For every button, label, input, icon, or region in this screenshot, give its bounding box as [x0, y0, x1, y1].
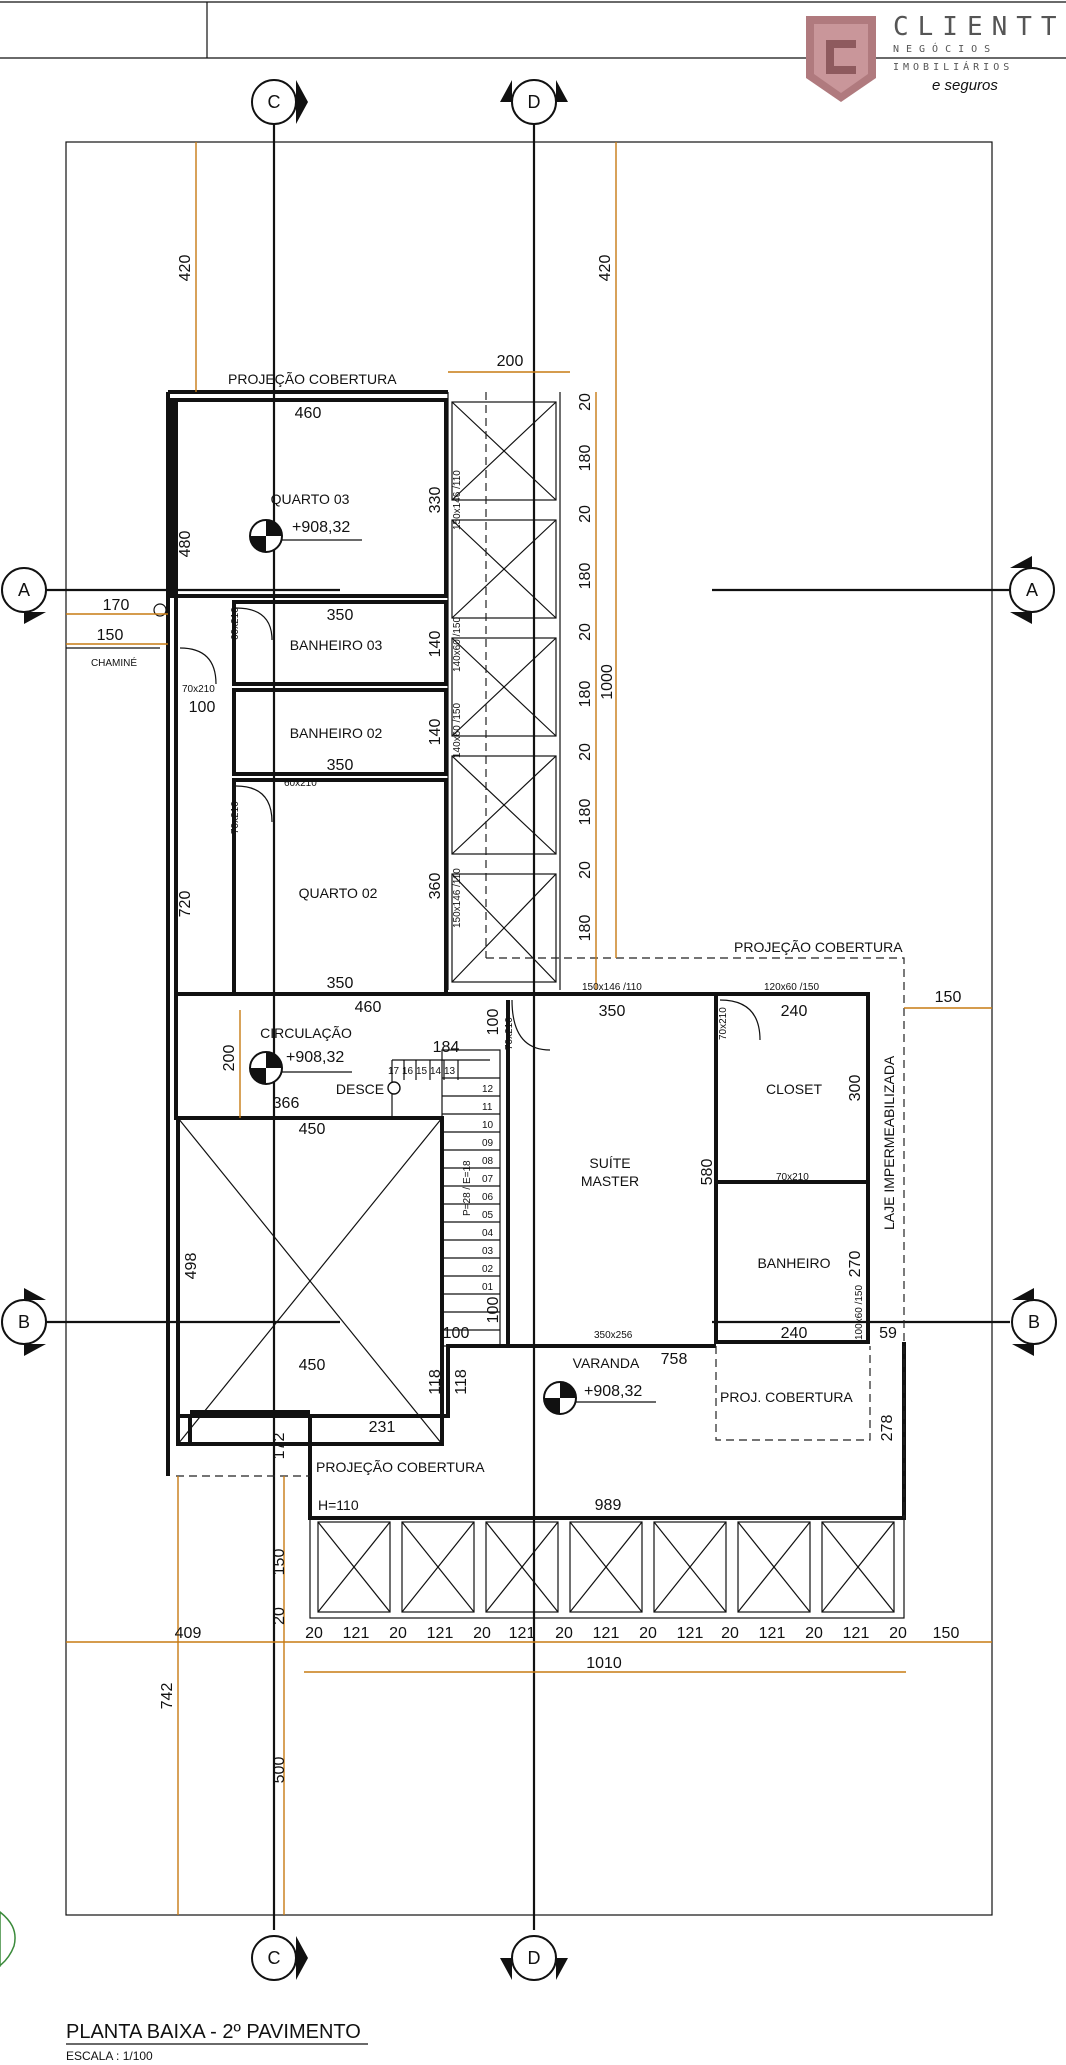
svg-text:10: 10: [482, 1120, 494, 1131]
note-projecao-2: PROJEÇÃO COBERTURA: [734, 939, 903, 955]
clientt-logo: [806, 12, 1066, 102]
svg-text:180: 180: [577, 562, 594, 590]
svg-text:121: 121: [592, 1625, 620, 1642]
svg-text:140x60 /150: 140x60 /150: [452, 616, 463, 672]
svg-text:01: 01: [482, 1282, 494, 1293]
logo-line2: NEGÓCIOS: [893, 44, 998, 55]
svg-text:20: 20: [271, 1607, 288, 1625]
svg-text:D: D: [527, 1948, 541, 1968]
svg-text:20: 20: [889, 1625, 907, 1642]
svg-text:11: 11: [482, 1102, 493, 1113]
logo-line3: IMOBILIÁRIOS: [893, 62, 1014, 73]
svg-text:B: B: [17, 1312, 31, 1332]
svg-text:200: 200: [496, 353, 524, 370]
svg-text:180: 180: [577, 680, 594, 708]
svg-text:121: 121: [508, 1625, 536, 1642]
svg-text:330: 330: [427, 486, 444, 514]
level-text-3: +908,32: [584, 1383, 643, 1400]
svg-text:350: 350: [326, 607, 354, 624]
axis-marker-b-right: [1012, 1288, 1056, 1356]
svg-text:20: 20: [577, 623, 594, 641]
svg-text:100: 100: [442, 1325, 470, 1342]
label-desce: DESCE: [335, 1081, 385, 1097]
level-text-2: +908,32: [286, 1049, 345, 1066]
svg-text:20: 20: [639, 1625, 657, 1642]
room-suite-line2: MASTER: [580, 1173, 640, 1189]
room-labels: [91, 491, 897, 1371]
svg-text:409: 409: [174, 1625, 202, 1642]
svg-text:231: 231: [368, 1419, 396, 1436]
svg-text:580: 580: [699, 1158, 716, 1186]
balcony-skylights: [318, 1522, 894, 1612]
svg-text:498: 498: [183, 1252, 200, 1280]
svg-text:A: A: [1025, 580, 1039, 600]
axis-marker-d-top: [500, 80, 568, 124]
svg-text:20: 20: [473, 1625, 491, 1642]
svg-text:460: 460: [354, 999, 382, 1016]
svg-text:20: 20: [577, 861, 594, 879]
svg-text:59: 59: [879, 1325, 897, 1342]
svg-text:120x60 /150: 120x60 /150: [764, 982, 820, 993]
room-suite-line1: SUÍTE: [589, 1155, 631, 1171]
room-quarto-02: QUARTO 02: [298, 885, 378, 901]
svg-text:121: 121: [676, 1625, 704, 1642]
svg-text:20: 20: [577, 505, 594, 523]
axis-marker-c-top: [252, 80, 308, 124]
svg-text:118: 118: [427, 1369, 444, 1395]
svg-text:17: 17: [388, 1066, 400, 1077]
logo-line4: e seguros: [932, 77, 998, 94]
axis-marker-d-bottom: [500, 1936, 568, 1980]
svg-text:240: 240: [780, 1003, 808, 1020]
drawing-title: PLANTA BAIXA - 2º PAVIMENTO: [66, 2021, 361, 2043]
svg-text:20: 20: [577, 393, 594, 411]
svg-text:150x146 /110: 150x146 /110: [582, 982, 642, 993]
axis-marker-a-left: [2, 568, 46, 624]
door-swings: [180, 608, 760, 1050]
svg-text:118: 118: [453, 1369, 470, 1395]
svg-text:720: 720: [177, 890, 194, 918]
svg-text:500: 500: [271, 1756, 288, 1784]
svg-text:70x210: 70x210: [718, 1007, 729, 1040]
svg-text:989: 989: [594, 1497, 622, 1514]
svg-text:278: 278: [879, 1414, 896, 1442]
note-projecao-4: PROJ. COBERTURA: [720, 1389, 853, 1405]
svg-text:20: 20: [577, 743, 594, 761]
svg-text:140: 140: [427, 718, 444, 746]
svg-text:70x210: 70x210: [504, 1017, 515, 1050]
svg-text:270: 270: [847, 1250, 864, 1278]
svg-text:170: 170: [102, 597, 130, 614]
axis-marker-c-bottom: [252, 1936, 308, 1980]
svg-text:70x210: 70x210: [182, 684, 215, 695]
svg-text:04: 04: [482, 1228, 494, 1239]
svg-text:450: 450: [298, 1357, 326, 1374]
room-banheiro: BANHEIRO: [757, 1255, 831, 1271]
svg-text:06: 06: [482, 1192, 494, 1203]
svg-text:1000: 1000: [599, 664, 616, 700]
svg-text:13: 13: [444, 1066, 456, 1077]
svg-text:172: 172: [271, 1432, 288, 1460]
svg-text:450: 450: [298, 1121, 326, 1138]
svg-text:150x146 /110: 150x146 /110: [452, 470, 463, 530]
room-quarto-03: QUARTO 03: [270, 491, 350, 507]
svg-text:08: 08: [482, 1156, 494, 1167]
label-chamine: CHAMINÉ: [90, 658, 138, 669]
svg-text:121: 121: [758, 1625, 786, 1642]
room-circulacao: CIRCULAÇÃO: [260, 1025, 352, 1041]
svg-text:C: C: [267, 1948, 281, 1968]
svg-text:20: 20: [721, 1625, 739, 1642]
svg-text:70x210: 70x210: [776, 1172, 809, 1183]
svg-text:100x60 /150: 100x60 /150: [854, 1284, 865, 1340]
logo-brand: CLIENTT: [893, 12, 1066, 42]
svg-text:420: 420: [177, 254, 194, 282]
svg-text:20: 20: [805, 1625, 823, 1642]
svg-text:350: 350: [598, 1003, 626, 1020]
svg-text:100: 100: [485, 1296, 502, 1324]
axis-marker-b-left: [2, 1288, 46, 1356]
svg-text:16: 16: [402, 1066, 414, 1077]
svg-text:150: 150: [96, 627, 124, 644]
svg-text:140x60 /150: 140x60 /150: [452, 702, 463, 758]
svg-text:05: 05: [482, 1210, 494, 1221]
svg-text:70x210: 70x210: [230, 801, 241, 834]
svg-text:180: 180: [577, 444, 594, 472]
svg-text:14: 14: [430, 1066, 442, 1077]
drawing-scale: ESCALA : 1/100: [66, 2049, 153, 2063]
svg-text:150x146 /110: 150x146 /110: [452, 868, 463, 928]
svg-text:150: 150: [271, 1548, 288, 1576]
room-varanda: VARANDA: [572, 1355, 640, 1371]
svg-text:366: 366: [272, 1095, 300, 1112]
svg-text:20: 20: [555, 1625, 573, 1642]
tree-icon: [0, 1912, 15, 1966]
svg-text:150: 150: [934, 989, 962, 1006]
svg-text:1010: 1010: [586, 1655, 622, 1672]
note-projecao-1: PROJEÇÃO COBERTURA: [228, 371, 397, 387]
dimension-lines: [66, 142, 992, 1915]
room-banheiro-03: BANHEIRO 03: [289, 637, 383, 653]
svg-text:360: 360: [427, 872, 444, 900]
bottom-dimension-chain: [159, 1625, 959, 1783]
axis-marker-a-right: [1010, 556, 1054, 624]
svg-text:300: 300: [847, 1074, 864, 1102]
svg-text:350: 350: [326, 757, 354, 774]
svg-text:184: 184: [432, 1039, 460, 1056]
svg-text:09: 09: [482, 1138, 494, 1149]
svg-text:350: 350: [326, 975, 354, 992]
svg-text:758: 758: [660, 1351, 688, 1368]
note-projecao-3: PROJEÇÃO COBERTURA: [316, 1459, 485, 1475]
room-closet: CLOSET: [765, 1081, 823, 1097]
svg-text:02: 02: [482, 1264, 494, 1275]
svg-text:07: 07: [482, 1174, 494, 1185]
descent-marker: [388, 1082, 400, 1094]
svg-text:D: D: [527, 92, 541, 112]
svg-text:742: 742: [159, 1682, 176, 1710]
svg-text:350x256: 350x256: [594, 1330, 633, 1341]
level-text-1: +908,32: [292, 519, 351, 536]
svg-text:180: 180: [577, 914, 594, 942]
svg-text:A: A: [17, 580, 31, 600]
svg-text:180: 180: [577, 798, 594, 826]
lot-boundary: [66, 142, 992, 1915]
svg-text:140: 140: [427, 630, 444, 658]
axis-lines: [45, 118, 1010, 1930]
svg-text:C: C: [267, 92, 281, 112]
svg-text:460: 460: [294, 405, 322, 422]
svg-text:150: 150: [932, 1625, 960, 1642]
svg-text:15: 15: [416, 1066, 428, 1077]
svg-text:12: 12: [482, 1084, 494, 1095]
svg-text:P=28 / E=18: P=28 / E=18: [462, 1160, 473, 1216]
svg-text:420: 420: [597, 254, 614, 282]
label-laje-impermeabilizada: LAJE IMPERMEABILIZADA: [881, 1055, 897, 1230]
svg-text:100: 100: [188, 699, 216, 716]
svg-text:200: 200: [221, 1044, 238, 1072]
svg-text:B: B: [1027, 1312, 1041, 1332]
svg-text:121: 121: [426, 1625, 454, 1642]
svg-text:240: 240: [780, 1325, 808, 1342]
svg-text:100: 100: [485, 1008, 502, 1036]
svg-text:20: 20: [305, 1625, 323, 1642]
svg-text:03: 03: [482, 1246, 494, 1257]
room-banheiro-02: BANHEIRO 02: [289, 725, 383, 741]
note-h110: H=110: [318, 1497, 359, 1513]
svg-text:480: 480: [177, 530, 194, 558]
svg-text:60x210: 60x210: [284, 778, 317, 789]
svg-text:60x210: 60x210: [230, 607, 241, 640]
svg-text:121: 121: [842, 1625, 870, 1642]
svg-text:121: 121: [342, 1625, 370, 1642]
svg-text:20: 20: [389, 1625, 407, 1642]
